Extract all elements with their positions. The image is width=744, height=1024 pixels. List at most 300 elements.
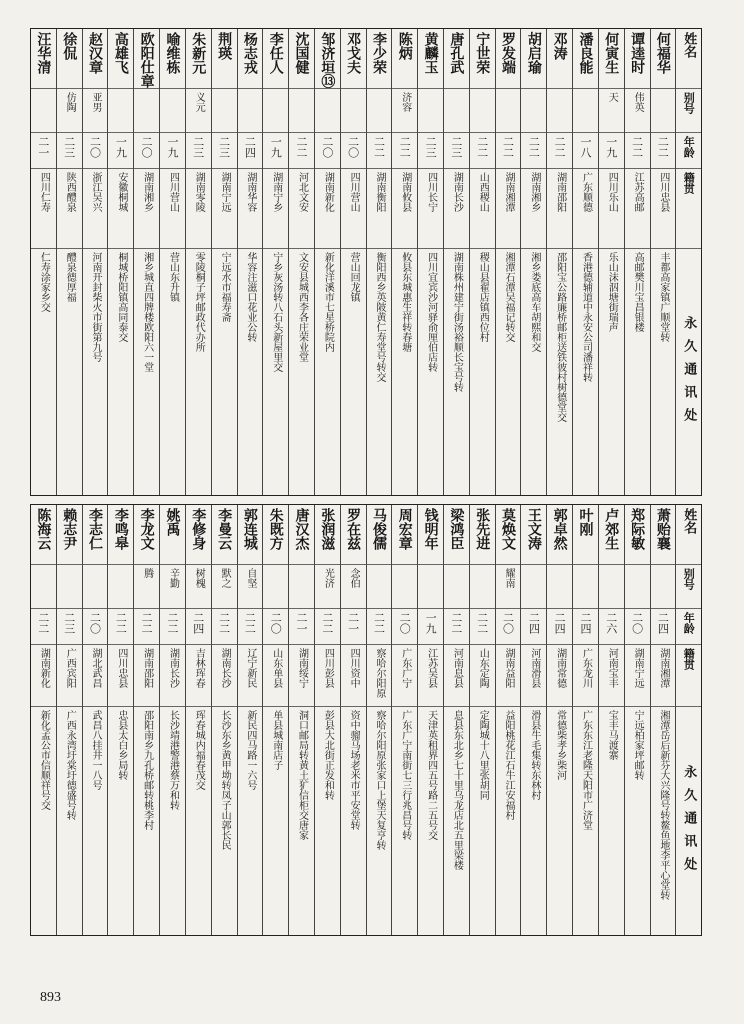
record-name-cell <box>367 505 392 565</box>
record-address-cell <box>263 707 288 935</box>
record-native-cell <box>160 645 185 707</box>
header-address-cell <box>676 249 701 495</box>
record-name-cell <box>547 505 572 565</box>
record-address-cell <box>599 249 624 495</box>
record-age-cell <box>212 609 237 645</box>
record-alias: 光济 <box>322 568 334 588</box>
record-address-cell <box>134 707 159 935</box>
record-address-cell <box>367 249 392 495</box>
record-alias-cell <box>547 565 572 609</box>
record-name-cell <box>470 29 495 89</box>
header-alias: 别号 <box>682 568 696 590</box>
record-column <box>57 29 83 495</box>
record-native-cell <box>392 645 417 707</box>
record-native-cell <box>547 169 572 249</box>
record-alias-cell <box>367 89 392 133</box>
record-native: 四川营山 <box>167 172 179 212</box>
record-column <box>625 505 651 935</box>
record-name-cell <box>547 29 572 89</box>
record-name: 卢郊生 <box>603 508 620 550</box>
record-name-cell <box>392 29 417 89</box>
record-native: 湖北武昌 <box>90 648 102 688</box>
record-native: 江苏高邮 <box>632 172 644 212</box>
record-native-cell <box>186 645 211 707</box>
record-native: 湖南常德 <box>554 648 566 688</box>
record-age: 二〇 <box>88 136 102 158</box>
record-column <box>341 505 367 935</box>
record-address: 宝丰马渡寨 <box>606 710 618 760</box>
record-age-cell <box>367 609 392 645</box>
record-age: 二〇 <box>630 612 644 634</box>
record-native: 湖南零陵 <box>193 172 205 212</box>
record-column <box>315 505 341 935</box>
record-age: 二二 <box>372 136 386 158</box>
record-native-cell <box>83 169 108 249</box>
record-native-cell <box>31 645 56 707</box>
record-name: 钱明年 <box>422 508 439 550</box>
record-alias-cell <box>651 89 676 133</box>
record-address-cell <box>573 249 598 495</box>
record-column <box>444 505 470 935</box>
record-native-cell <box>367 169 392 249</box>
record-address-cell <box>521 249 546 495</box>
record-name: 姚禹 <box>164 508 181 536</box>
record-address: 湖南株州建宁街汤裕顺长宝号转 <box>451 252 463 392</box>
record-column <box>83 505 109 935</box>
header-name-cell <box>676 505 701 565</box>
record-alias-cell <box>444 89 469 133</box>
record-age: 二三 <box>217 136 231 158</box>
record-native-cell <box>108 645 133 707</box>
header-age-cell <box>676 609 701 645</box>
record-alias-cell <box>418 565 443 609</box>
record-name-cell <box>289 29 314 89</box>
record-native-cell <box>83 645 108 707</box>
record-alias-cell <box>238 89 263 133</box>
header-native-cell <box>676 169 701 249</box>
record-age: 二二 <box>320 612 334 634</box>
record-column <box>392 29 418 495</box>
record-address: 仁寿涂家乡交 <box>38 252 50 312</box>
record-name-cell <box>651 505 676 565</box>
record-alias-cell <box>315 565 340 609</box>
record-native: 四川忠县 <box>657 172 669 212</box>
record-age: 二二 <box>449 612 463 634</box>
record-address-cell <box>134 249 159 495</box>
record-column <box>496 505 522 935</box>
record-address: 湘潭岳后新芬大兴隆号转鳌鱼地李平心堂转 <box>657 710 669 900</box>
record-address-cell <box>160 707 185 935</box>
record-age-cell <box>625 133 650 169</box>
record-name: 邹济垣⑬ <box>319 32 336 88</box>
record-address: 稷山县翟店镇西位村 <box>477 252 489 342</box>
record-name: 郑际敏 <box>629 508 646 550</box>
record-native-cell <box>238 169 263 249</box>
record-name: 罗在兹 <box>345 508 362 550</box>
record-age-cell <box>444 133 469 169</box>
record-alias-cell <box>186 89 211 133</box>
record-address: 察哈尔阳原张家口上堡天复亨转 <box>373 710 385 850</box>
record-native-cell <box>160 169 185 249</box>
record-name: 叶刚 <box>577 508 594 536</box>
record-alias-cell <box>367 565 392 609</box>
record-address-cell <box>57 707 82 935</box>
record-native: 湖南益阳 <box>503 648 515 688</box>
record-column <box>496 29 522 495</box>
record-alias-cell <box>263 565 288 609</box>
record-age: 二一 <box>346 612 360 634</box>
record-age-cell <box>186 133 211 169</box>
record-column <box>315 29 341 495</box>
record-name-cell <box>444 29 469 89</box>
record-column <box>651 505 677 935</box>
record-native: 河北文安 <box>296 172 308 212</box>
record-name: 谭逵时 <box>629 32 646 74</box>
record-native-cell <box>212 645 237 707</box>
record-age-cell <box>599 133 624 169</box>
record-native: 广西宾阳 <box>64 648 76 688</box>
record-name-cell <box>573 29 598 89</box>
record-native: 四川营山 <box>348 172 360 212</box>
header-name: 姓名 <box>681 32 697 58</box>
record-column <box>599 505 625 935</box>
record-native: 浙江吴兴 <box>90 172 102 212</box>
header-native-cell <box>676 645 701 707</box>
record-column <box>573 505 599 935</box>
record-name-cell <box>599 29 624 89</box>
record-age-cell <box>238 609 263 645</box>
record-native: 湖南长沙 <box>167 648 179 688</box>
record-name-cell <box>134 505 159 565</box>
record-native: 湖南邵阳 <box>141 648 153 688</box>
record-alias: 腾 <box>141 568 153 578</box>
record-address: 湘乡城直四牌楼欧阳六一堂 <box>141 252 153 372</box>
header-native: 籍贯 <box>682 172 696 194</box>
record-alias-cell <box>625 89 650 133</box>
record-name: 高雄飞 <box>112 32 129 74</box>
record-name-cell <box>186 505 211 565</box>
header-name-cell <box>676 29 701 89</box>
record-native-cell <box>496 169 521 249</box>
record-name-cell <box>31 505 56 565</box>
record-address-cell <box>651 249 676 495</box>
record-name-cell <box>418 29 443 89</box>
record-column <box>238 29 264 495</box>
record-address: 桐城桥阳镇高同泰交 <box>115 252 127 342</box>
record-name-cell <box>625 29 650 89</box>
record-name: 李曼云 <box>216 508 233 550</box>
record-name-cell <box>212 29 237 89</box>
record-alias: 树槐 <box>193 568 205 588</box>
record-native-cell <box>57 169 82 249</box>
record-alias: 耀南 <box>503 568 515 588</box>
record-native: 四川长宁 <box>425 172 437 212</box>
record-column <box>470 505 496 935</box>
record-native: 察哈尔阳原 <box>373 648 385 698</box>
record-alias-cell <box>625 565 650 609</box>
record-address: 四川宜宾沙河驿俞厘伯店转 <box>425 252 437 372</box>
record-native-cell <box>186 169 211 249</box>
record-age: 二二 <box>553 136 567 158</box>
header-name: 姓名 <box>681 508 697 534</box>
record-name: 喻维栋 <box>164 32 181 74</box>
record-age: 一九 <box>424 612 438 634</box>
record-age: 二三 <box>449 136 463 158</box>
record-address-cell <box>238 249 263 495</box>
header-alias-cell <box>676 565 701 609</box>
record-age: 二四 <box>553 612 567 634</box>
record-native-cell <box>418 645 443 707</box>
record-age: 二二 <box>295 136 309 158</box>
record-column <box>160 29 186 495</box>
record-column <box>83 29 109 495</box>
record-age-cell <box>212 133 237 169</box>
record-address-cell <box>341 249 366 495</box>
record-column <box>108 505 134 935</box>
record-column <box>289 29 315 495</box>
record-name-cell <box>31 29 56 89</box>
record-alias-cell <box>573 565 598 609</box>
record-native: 湖南长沙 <box>219 648 231 688</box>
record-column <box>547 29 573 495</box>
record-native: 四川资中 <box>348 648 360 688</box>
record-alias-cell <box>108 89 133 133</box>
record-age-cell <box>108 609 133 645</box>
record-alias: 天 <box>606 92 618 102</box>
record-address: 资中骝马场老米市平安堂转 <box>348 710 360 830</box>
record-column <box>444 29 470 495</box>
record-native: 湖南邵阳 <box>554 172 566 212</box>
record-name-cell <box>625 505 650 565</box>
record-native: 四川仁寿 <box>38 172 50 212</box>
record-name-cell <box>238 505 263 565</box>
record-native: 四川乐山 <box>606 172 618 212</box>
record-name-cell <box>392 505 417 565</box>
record-native-cell <box>392 169 417 249</box>
record-name: 李龙文 <box>138 508 155 550</box>
record-name: 陈炳 <box>396 32 413 60</box>
record-native-cell <box>521 169 546 249</box>
record-column <box>212 29 238 495</box>
record-name: 沈国健 <box>293 32 310 74</box>
record-name: 马俊儒 <box>370 508 387 550</box>
header-age-cell <box>676 133 701 169</box>
record-name: 张润滋 <box>319 508 336 550</box>
record-column <box>31 29 57 495</box>
record-name: 朱新元 <box>190 32 207 74</box>
record-age: 一八 <box>578 136 592 158</box>
record-column <box>160 505 186 935</box>
record-age: 二三 <box>62 612 76 634</box>
record-age-cell <box>599 609 624 645</box>
header-age: 年龄 <box>682 136 696 158</box>
record-name: 赖志尹 <box>61 508 78 550</box>
record-native: 湖南湘乡 <box>141 172 153 212</box>
record-age-cell <box>83 133 108 169</box>
record-age-cell <box>289 133 314 169</box>
record-age: 二二 <box>656 136 670 158</box>
record-name-cell <box>599 505 624 565</box>
record-address: 益阳桃花江石牛江安福村 <box>503 710 515 820</box>
record-alias-cell <box>160 565 185 609</box>
record-address: 广东广宁南街七三行兆昌号转 <box>399 710 411 840</box>
record-age: 二二 <box>475 612 489 634</box>
record-address: 天津英租界四五号路二五号交 <box>425 710 437 840</box>
record-native: 广东顺德 <box>580 172 592 212</box>
record-native: 安徽桐城 <box>115 172 127 212</box>
record-name: 周宏章 <box>396 508 413 550</box>
record-alias-cell <box>392 565 417 609</box>
record-name: 郭连城 <box>241 508 258 550</box>
record-name-cell <box>496 505 521 565</box>
record-alias-cell <box>263 89 288 133</box>
record-age: 二一 <box>36 136 50 158</box>
record-native: 河南息县 <box>451 648 463 688</box>
record-address-cell <box>547 707 572 935</box>
record-native-cell <box>31 169 56 249</box>
record-native-cell <box>547 645 572 707</box>
record-address: 宁乡灰汤转八石头新屋里交 <box>270 252 282 372</box>
record-name-cell <box>315 505 340 565</box>
record-address-cell <box>470 707 495 935</box>
record-address: 单县城南店子 <box>270 710 282 770</box>
record-age: 二二 <box>372 612 386 634</box>
record-native: 吉林珲春 <box>193 648 205 688</box>
record-column <box>599 29 625 495</box>
record-name: 邓涛 <box>551 32 568 60</box>
record-age: 二三 <box>191 136 205 158</box>
record-age-cell <box>470 133 495 169</box>
record-age: 二三 <box>62 136 76 158</box>
header-native: 籍贯 <box>682 648 696 670</box>
record-native: 湖南湘潭 <box>657 648 669 688</box>
record-name: 陈海云 <box>35 508 52 550</box>
record-age-cell <box>496 609 521 645</box>
record-name-cell <box>573 505 598 565</box>
record-native: 江苏吴县 <box>425 648 437 688</box>
record-name: 宁世荣 <box>474 32 491 74</box>
record-age: 二二 <box>475 136 489 158</box>
record-native: 四川彭县 <box>322 648 334 688</box>
record-address: 广西永湾圩棠圩德盛号转 <box>64 710 76 820</box>
record-address: 衡阳西乡英陂黄仁寿堂号转交 <box>373 252 385 382</box>
record-name-cell <box>160 29 185 89</box>
record-native-cell <box>625 169 650 249</box>
record-address: 醴泉德厚福 <box>64 252 76 302</box>
record-alias: 仿陶 <box>64 92 76 112</box>
record-name: 王文涛 <box>525 508 542 550</box>
record-age: 二四 <box>243 136 257 158</box>
record-native: 山东单县 <box>270 648 282 688</box>
record-column <box>418 29 444 495</box>
record-age-cell <box>470 609 495 645</box>
record-age-cell <box>160 133 185 169</box>
record-address: 武昌八挂井一八号 <box>90 710 102 790</box>
record-column <box>57 505 83 935</box>
record-age-cell <box>134 609 159 645</box>
record-address-cell <box>392 707 417 935</box>
record-name: 杨志戎 <box>241 32 258 74</box>
record-alias: 默之 <box>219 568 231 588</box>
record-native: 河南宝丰 <box>606 648 618 688</box>
record-native: 湖南攸县 <box>399 172 411 212</box>
record-age-cell <box>263 609 288 645</box>
record-age-cell <box>186 609 211 645</box>
record-native-cell <box>134 645 159 707</box>
record-column <box>418 505 444 935</box>
record-address: 新民四马路一六号 <box>244 710 256 790</box>
record-alias-cell <box>496 89 521 133</box>
record-alias-cell <box>289 89 314 133</box>
record-native-cell <box>470 169 495 249</box>
record-native-cell <box>367 645 392 707</box>
record-address-cell <box>238 707 263 935</box>
record-alias-cell <box>160 89 185 133</box>
record-alias-cell <box>83 565 108 609</box>
record-alias-cell <box>651 565 676 609</box>
record-address-cell <box>315 707 340 935</box>
record-name: 唐汉杰 <box>293 508 310 550</box>
record-alias-cell <box>238 565 263 609</box>
record-native-cell <box>573 645 598 707</box>
record-age: 二四 <box>527 612 541 634</box>
record-address-cell <box>573 707 598 935</box>
record-native-cell <box>599 169 624 249</box>
record-address: 宁远水市福寿斋 <box>219 252 231 322</box>
record-age: 二〇 <box>88 612 102 634</box>
record-native: 湖南衡阳 <box>373 172 385 212</box>
record-native: 河南滑县 <box>528 648 540 688</box>
record-age: 二〇 <box>501 612 515 634</box>
record-column <box>31 505 57 935</box>
record-native: 湖南宁远 <box>219 172 231 212</box>
record-age: 二二 <box>527 136 541 158</box>
record-age: 二二 <box>114 612 128 634</box>
header-address: 永久通讯处 <box>681 316 697 431</box>
record-address: 华容注滋口花业公转 <box>244 252 256 342</box>
record-address: 滑县牛毛集转东林村 <box>528 710 540 800</box>
record-age-cell <box>521 133 546 169</box>
record-age: 二四 <box>578 612 592 634</box>
record-alias-cell <box>573 89 598 133</box>
record-column <box>108 29 134 495</box>
record-name-cell <box>341 29 366 89</box>
record-name-cell <box>238 29 263 89</box>
record-age: 二〇 <box>398 612 412 634</box>
record-age-cell <box>573 609 598 645</box>
record-native-cell <box>238 645 263 707</box>
record-age-cell <box>341 609 366 645</box>
record-name-cell <box>470 505 495 565</box>
record-alias: 亚男 <box>90 92 102 112</box>
record-age-cell <box>547 609 572 645</box>
header-alias-cell <box>676 89 701 133</box>
record-native-cell <box>289 169 314 249</box>
record-column <box>392 505 418 935</box>
record-age-cell <box>573 133 598 169</box>
record-name-cell <box>521 505 546 565</box>
record-age-cell <box>651 133 676 169</box>
record-age-cell <box>521 609 546 645</box>
record-address: 忠县太白乡局转 <box>115 710 127 780</box>
record-address: 营山东升镇 <box>167 252 179 302</box>
record-column <box>470 29 496 495</box>
record-alias-cell <box>496 565 521 609</box>
record-native-cell <box>496 645 521 707</box>
record-age-cell <box>392 133 417 169</box>
record-native-cell <box>341 169 366 249</box>
record-name-cell <box>108 505 133 565</box>
